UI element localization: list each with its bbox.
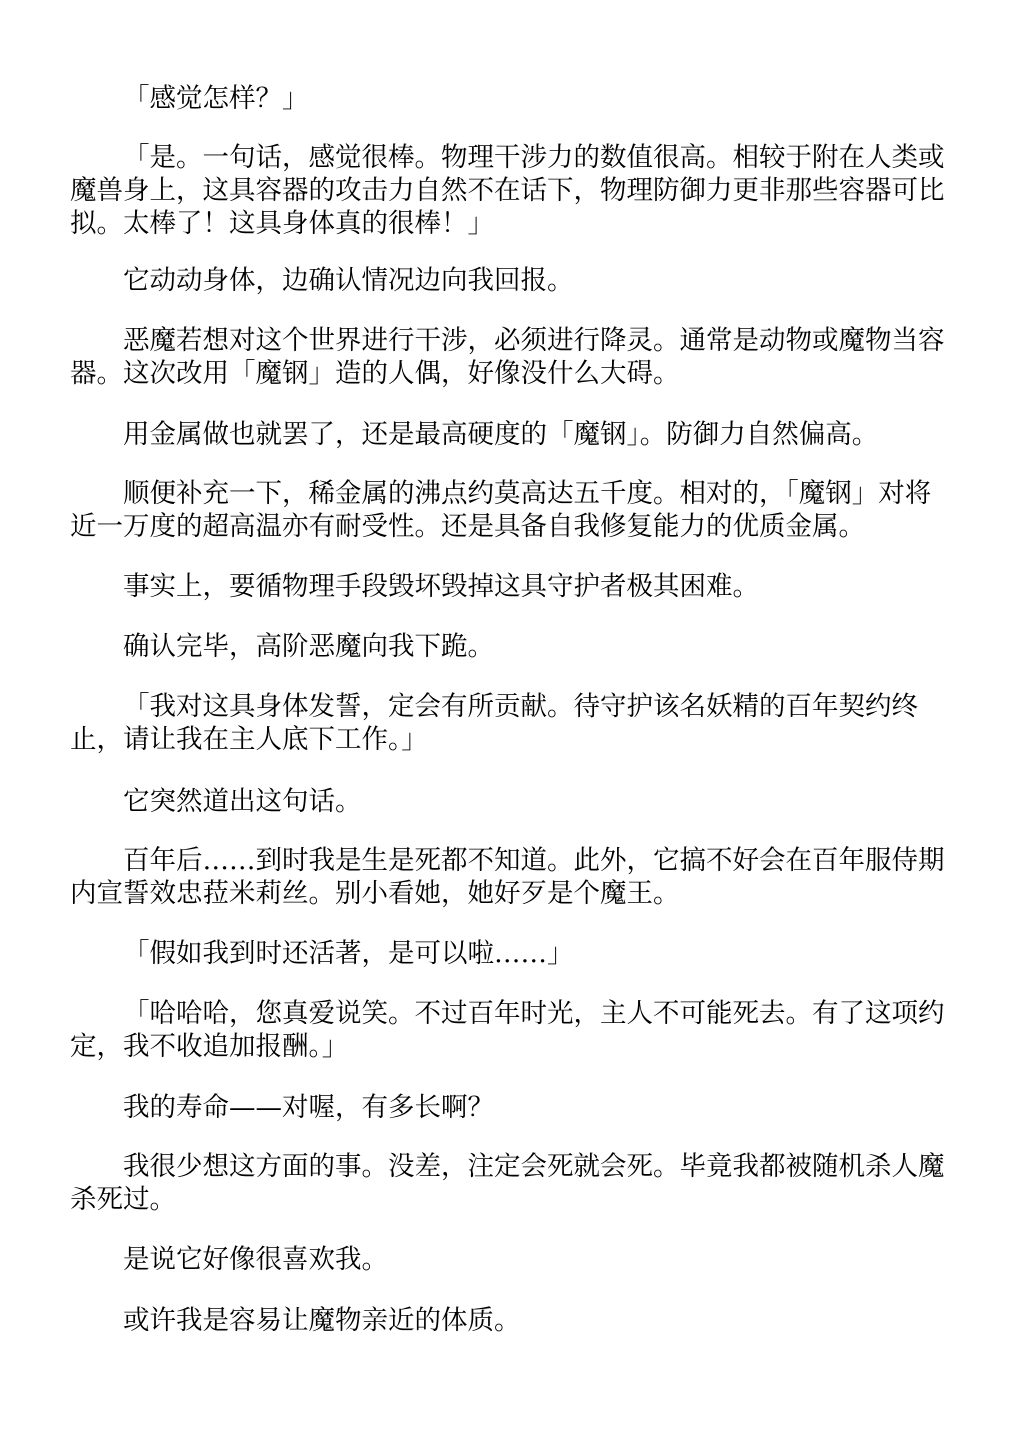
- paragraph-4: 恶魔若想对这个世界进行干涉，必须进行降灵。通常是动物或魔物当容器。这次改用「魔钢」造的人偶，好像没什么大碍。: [70, 325, 945, 389]
- paragraph-16: 是说它好像很喜欢我。: [123, 1244, 388, 1275]
- paragraph-17: 或许我是容易让魔物亲近的体质。: [123, 1305, 521, 1336]
- paragraph-13: 「哈哈哈，您真爱说笑。不过百年时光，主人不可能死去。有了这项约定，我不收追加报酬。」: [70, 998, 945, 1062]
- paragraph-12: 「假如我到时还活著，是可以啦……」: [123, 938, 574, 969]
- paragraph-8: 确认完毕，高阶恶魔向我下跪。: [123, 631, 494, 662]
- paragraph-5: 用金属做也就罢了，还是最高硬度的「魔钢」。防御力自然偏高。: [123, 419, 879, 450]
- paragraph-7: 事实上，要循物理手段毁坏毁掉这具守护者极其困难。: [123, 571, 759, 602]
- paragraph-1: 「感觉怎样？」: [123, 83, 309, 114]
- paragraph-2: 「是。一句话，感觉很棒。物理干涉力的数值很高。相较于附在人类或魔兽身上，这具容器的攻击力自然不在话下，物理防御力更非那些容器可比拟。太棒了！这具身体真的很棒！」: [70, 142, 945, 239]
- paragraph-11: 百年后……到时我是生是死都不知道。此外，它搞不好会在百年服侍期内宣誓效忠菈米莉丝。别小看她，她好歹是个魔王。: [70, 845, 945, 909]
- paragraph-15: 我很少想这方面的事。没差，注定会死就会死。毕竟我都被随机杀人魔杀死过。: [70, 1151, 945, 1215]
- paragraph-14: 我的寿命——对喔，有多长啊？: [123, 1092, 494, 1123]
- paragraph-10: 它突然道出这句话。: [123, 786, 362, 817]
- paragraph-9: 「我对这具身体发誓，定会有所贡献。待守护该名妖精的百年契约终止，请让我在主人底下工作。」: [70, 691, 918, 755]
- paragraph-6: 顺便补充一下，稀金属的沸点约莫高达五千度。相对的，「魔钢」对将近一万度的超高温亦有耐受性。还是具备自我修复能力的优质金属。: [70, 478, 932, 542]
- paragraph-3: 它动动身体，边确认情况边向我回报。: [123, 265, 574, 296]
